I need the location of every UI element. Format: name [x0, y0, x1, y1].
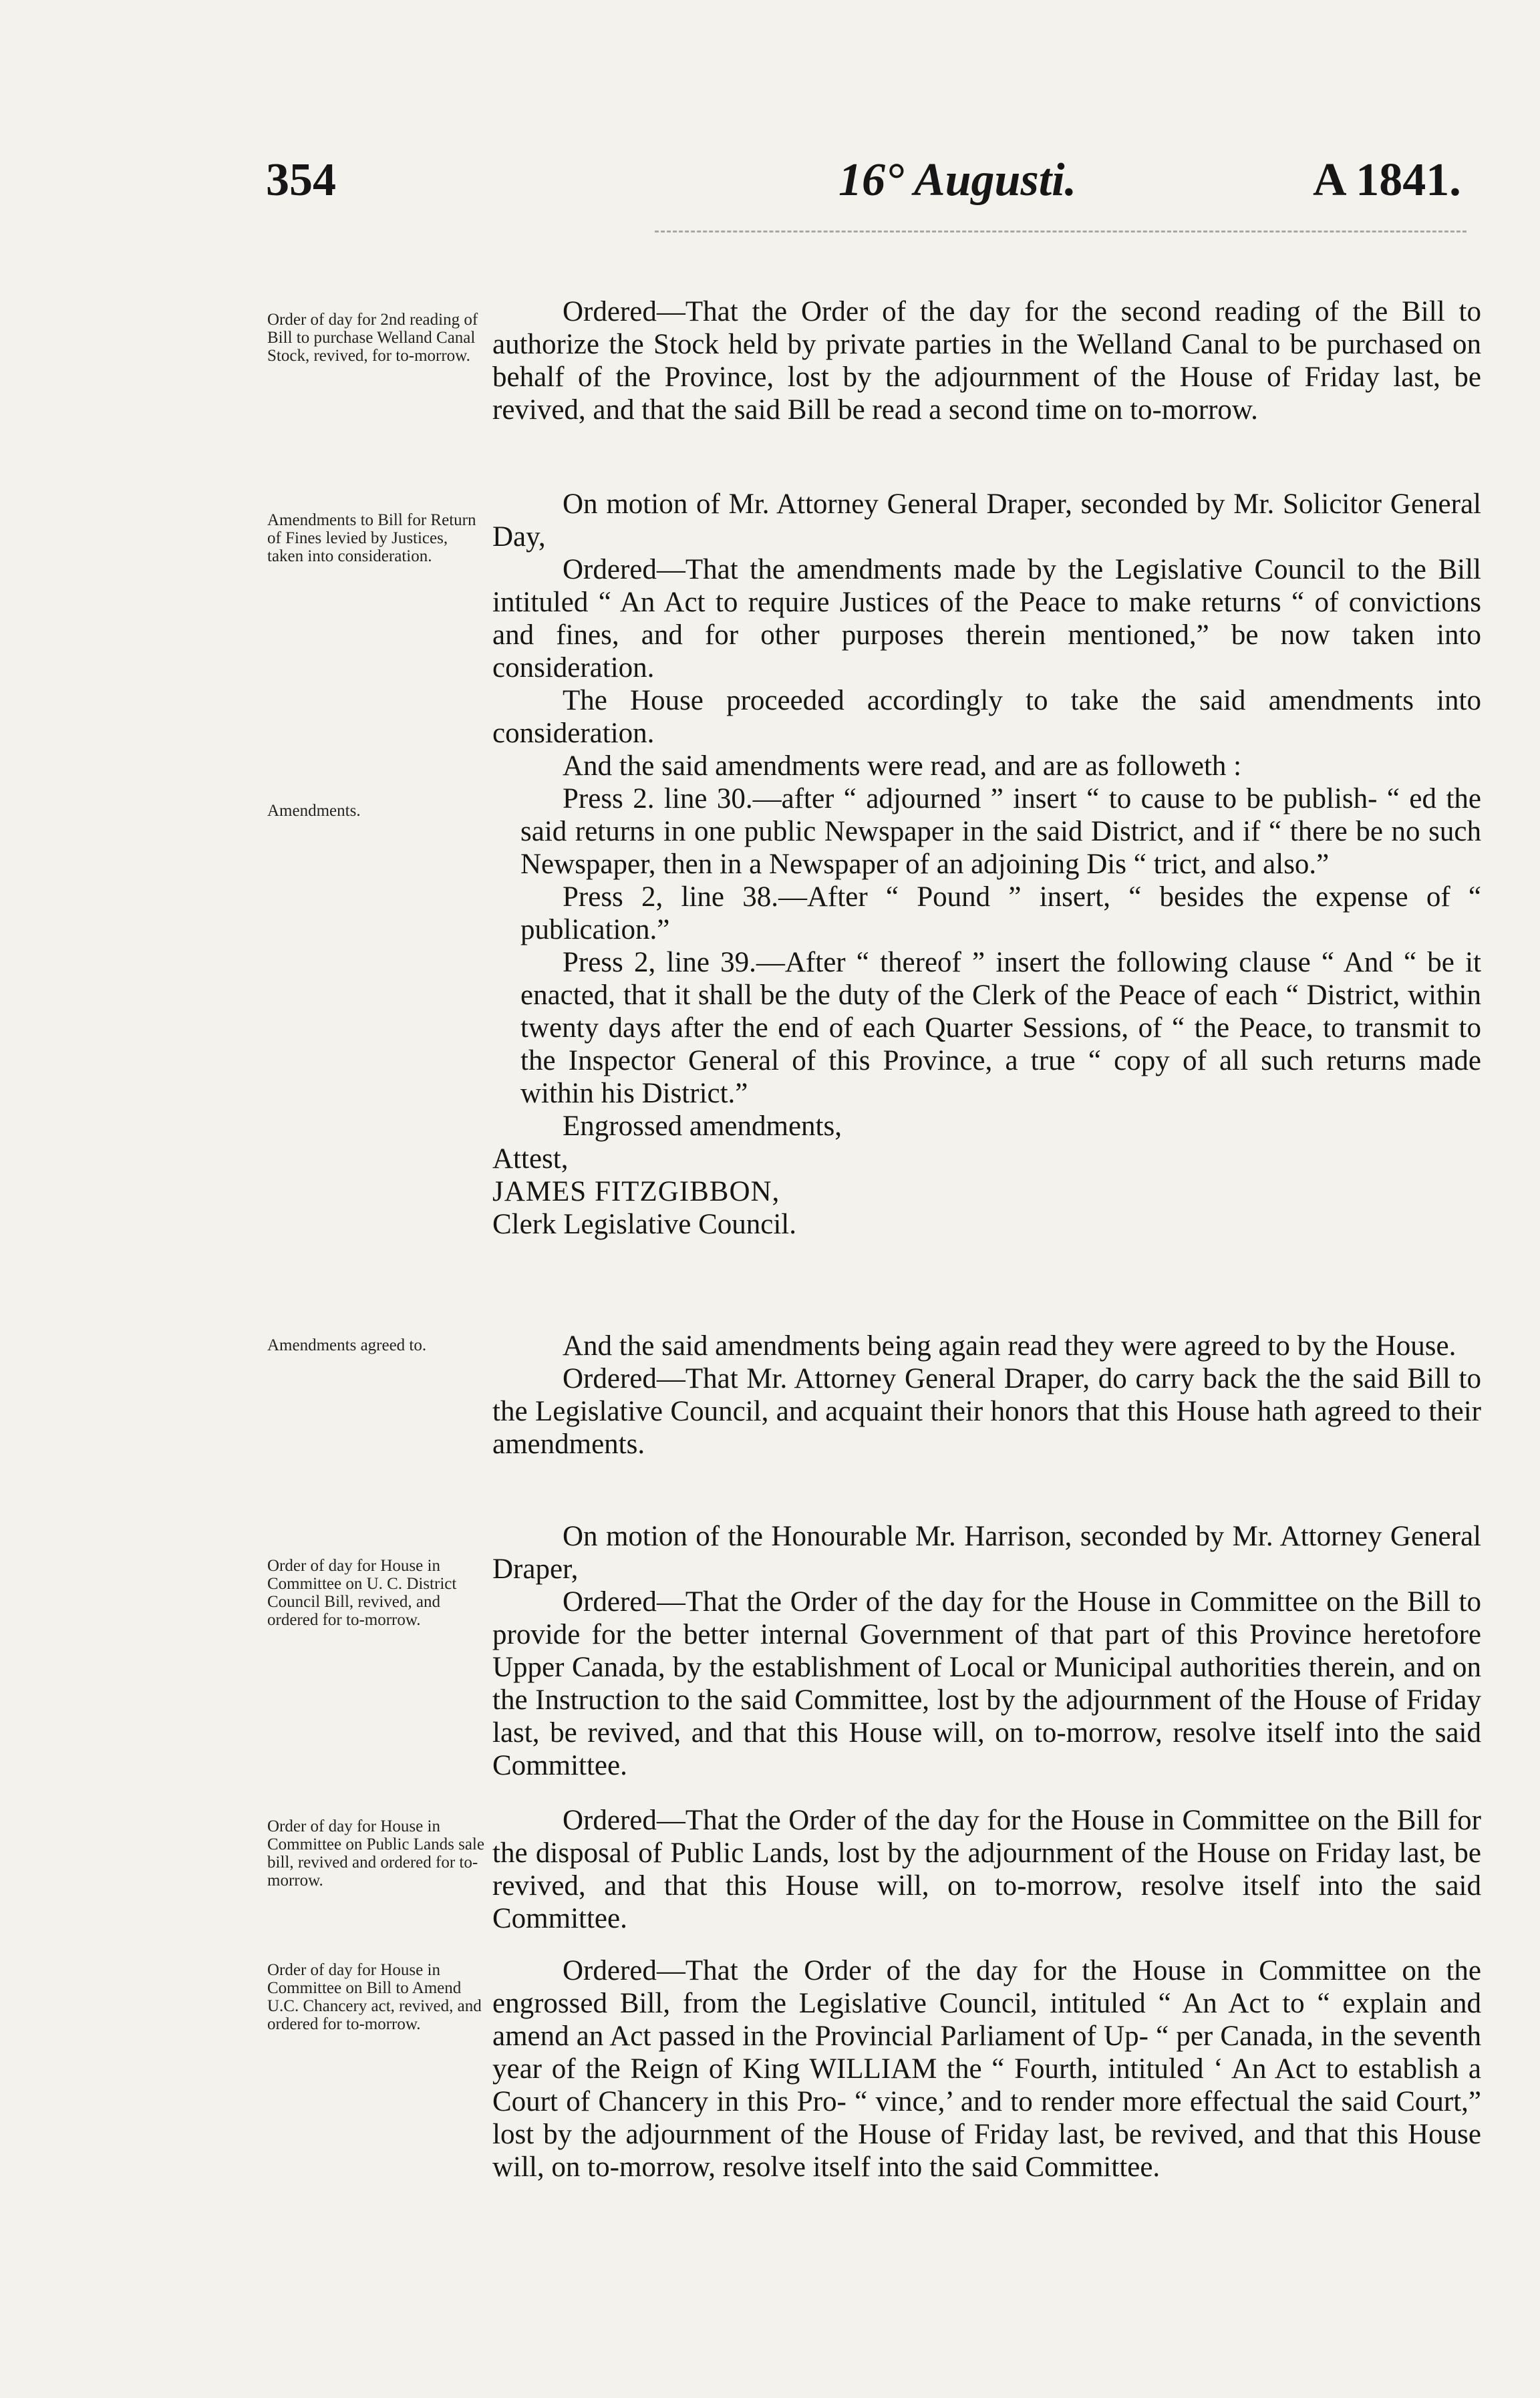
page-year: A 1841.	[1313, 154, 1461, 206]
body-block-welland	[492, 295, 1481, 426]
margin-note-agreed: Amendments agreed to.	[267, 1336, 427, 1354]
body-block-agreed	[492, 1330, 1481, 1461]
margin-note-chancery: Order of day for House in Committee on Bill to Amend U.C. Chancery act, revived, and ordered for to-morrow.	[267, 1961, 482, 2033]
body-block-amendments	[492, 488, 1481, 1241]
paragraph: And the said amendments were read, and are as followeth :	[563, 750, 1242, 782]
engrossed-line: Engrossed amendments,	[563, 1110, 842, 1142]
header-rule	[655, 231, 1467, 233]
body-block-chancery	[492, 1954, 1481, 2184]
paragraph: Ordered—That the amendments made by the Legislative Council to the Bill intituled “ An Act to require Justices of the Peace to make returns “ of convictions and fines, and for other purposes therein mentioned,” be now taken into consideration.	[492, 554, 1481, 684]
margin-note-amendments: Amendments.	[267, 802, 361, 820]
paragraph: Ordered—That the Order of the day for the second reading of the Bill to authorize the Stock held by private parties in the Welland Canal to be purchased on behalf of the Province, lost by the adjournment of the House of Friday last, be revived, and that the said Bill be read a second time on to-morrow.	[492, 296, 1481, 426]
paragraph: On motion of Mr. Attorney General Draper, seconded by Mr. Solicitor General Day,	[492, 488, 1481, 553]
page-number: 354	[266, 154, 336, 206]
paragraph: Ordered—That the Order of the day for the House in Committee on the Bill for the disposal of Public Lands, lost by the adjournment of the House on Friday last, be revived, and that this House will, on to-morrow, resolve itself into the said Committee.	[492, 1805, 1481, 1934]
margin-note-public-lands: Order of day for House in Committee on Public Lands sale bill, revived and ordered for to-morrow.	[267, 1817, 484, 1890]
margin-note-fines: Amendments to Bill for Return of Fines levied by Justices, taken into consideration.	[267, 511, 476, 565]
body-block-district-council	[492, 1520, 1481, 1782]
amendment-item: Press 2, line 39.—After “ thereof ” insert the following clause “ And “ be it enacted, that it shall be the duty of the Clerk of the Peace of each “ District, within twenty days after the end of each Quarter Sessions, of “ the Peace, to transmit to the Inspector General of this Province, a true “ copy of all such returns made within his District.”	[520, 947, 1481, 1109]
paragraph: Ordered—That Mr. Attorney General Draper, do carry back the the said Bill to the Legislative Council, and acquaint their honors that this House hath agreed to their amendments.	[492, 1363, 1481, 1460]
margin-note-welland: Order of day for 2nd reading of Bill to purchase Welland Canal Stock, revived, for to-morrow.	[267, 311, 478, 365]
amendment-item: Press 2. line 30.—after “ adjourned ” insert “ to cause to be publish- “ ed the said returns in one public Newspaper in the said District, and if “ there be no such Newspaper, then in a Newspaper of an adjoining Dis “ trict, and also.”	[520, 783, 1481, 880]
paragraph: On motion of the Honourable Mr. Harrison, seconded by Mr. Attorney General Draper,	[492, 1521, 1481, 1585]
paragraph: And the said amendments being again read they were agreed to by the House.	[563, 1330, 1456, 1362]
body-block-public-lands	[492, 1804, 1481, 1935]
signer-title: Clerk Legislative Council.	[492, 1209, 796, 1240]
attest-line: Attest,	[492, 1143, 569, 1175]
amendment-item: Press 2, line 38.—After “ Pound ” insert, “ besides the expense of “ publication.”	[520, 881, 1481, 945]
signer-name: JAMES FITZGIBBON,	[492, 1176, 780, 1207]
paragraph: The House proceeded accordingly to take the said amendments into consideration.	[492, 685, 1481, 749]
page-date: 16° Augusti.	[838, 154, 1077, 206]
paragraph: Ordered—That the Order of the day for the House in Committee on the Bill to provide for the better internal Government of that part of this Province heretofore Upper Canada, by the establishment of Local or Municipal authorities therein, and on the Instruction to the said Committee, lost by the adjournment of the House of Friday last, be revived, and that this House will, on to-morrow, resolve itself into the said Committee.	[492, 1586, 1481, 1781]
margin-note-district-council: Order of day for House in Committee on U. C. District Council Bill, revived, and ordered for to-morrow.	[267, 1557, 457, 1629]
paragraph: Ordered—That the Order of the day for the House in Committee on the engrossed Bill, from the Legislative Council, intituled “ An Act to “ explain and amend an Act passed in the Provincial Parliament of Up- “ per Canada, in the seventh year of the Reign of King WILLIAM the “ Fourth, intituled ‘ An Act to establish a Court of Chancery in this Pro- “ vince,’ and to render more effectual the said Court,” lost by the adjournment of the House of Friday last, be revived, and that this House will, on to-morrow, resolve itself into the said Committee.	[492, 1955, 1481, 2183]
